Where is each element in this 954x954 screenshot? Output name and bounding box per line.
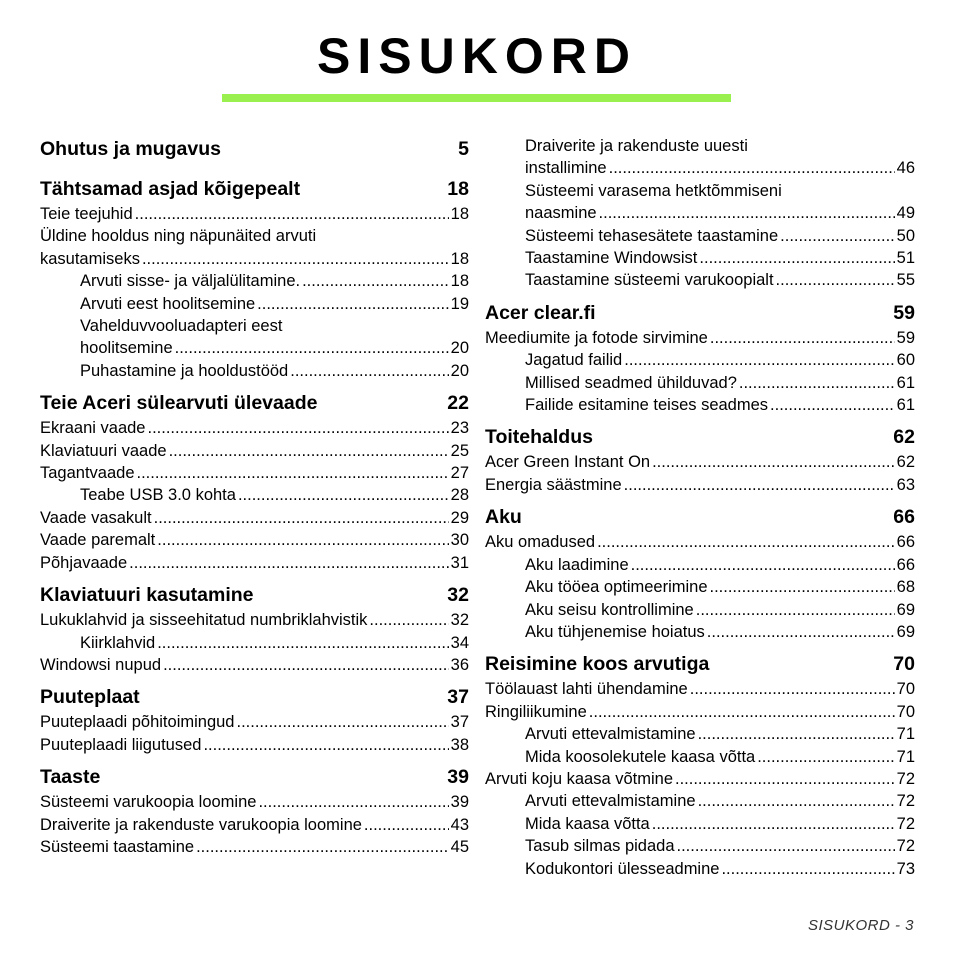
dot-leader bbox=[302, 270, 449, 292]
toc-section-taaste[interactable] bbox=[40, 765, 469, 789]
toc-section-aku[interactable] bbox=[485, 505, 915, 529]
dot-leader bbox=[163, 654, 449, 676]
dot-leader bbox=[677, 835, 895, 857]
dot-leader bbox=[169, 440, 449, 462]
entry-title: Ekraani vaade bbox=[40, 419, 146, 438]
toc-subentry[interactable] bbox=[485, 813, 915, 835]
entry-page: 19 bbox=[450, 294, 469, 313]
entry-title: Millised seadmed ühilduvad? bbox=[525, 373, 737, 392]
entry-page: 23 bbox=[450, 419, 469, 438]
toc-entry[interactable] bbox=[40, 711, 469, 733]
dot-leader bbox=[142, 248, 449, 270]
entry-title: Aku tööea optimeerimine bbox=[525, 578, 708, 597]
dot-leader bbox=[631, 554, 895, 576]
entry-title: Aku tühjenemise hoiatus bbox=[525, 622, 705, 641]
entry-title: Aku omadused bbox=[485, 533, 596, 552]
toc-entry[interactable] bbox=[40, 203, 469, 225]
entry-title-line1: Üldine hooldus ning näpunäited arvuti bbox=[40, 227, 317, 246]
section-title: Reisimine koos arvutiga bbox=[485, 653, 710, 676]
toc-section-reisimine[interactable] bbox=[485, 652, 915, 676]
entry-title: Ringiliikumine bbox=[485, 702, 587, 721]
entry-title: naasmine bbox=[525, 204, 597, 223]
toc-subentry[interactable] bbox=[485, 790, 915, 812]
entry-page: 34 bbox=[450, 633, 469, 652]
toc-subentry[interactable] bbox=[485, 349, 915, 371]
section-page: 70 bbox=[893, 653, 915, 676]
entry-page: 70 bbox=[896, 702, 915, 721]
section-title: Tähtsamad asjad kõigepealt bbox=[40, 178, 301, 200]
entry-title: Vaade vasakult bbox=[40, 508, 152, 527]
entry-page: 50 bbox=[896, 226, 915, 245]
dot-leader bbox=[739, 372, 895, 394]
entry-page: 30 bbox=[450, 531, 469, 550]
entry-title: Mida kaasa võtta bbox=[525, 814, 650, 833]
entry-page: 51 bbox=[896, 249, 915, 268]
toc-entry[interactable] bbox=[485, 451, 915, 473]
entry-page: 32 bbox=[450, 611, 469, 630]
section-page: 5 bbox=[458, 138, 469, 160]
entry-title: Puuteplaadi liigutused bbox=[40, 735, 202, 754]
entry-title: Taastamine Windowsist bbox=[525, 249, 698, 268]
entry-title-line1: Vahelduvvooluadapteri eest bbox=[80, 317, 283, 336]
entry-page: 31 bbox=[450, 553, 469, 572]
toc-entry[interactable] bbox=[40, 417, 469, 439]
page-footer: SISUKORD - 3 bbox=[807, 917, 914, 934]
dot-leader bbox=[369, 609, 448, 631]
entry-page: 72 bbox=[896, 769, 915, 788]
toc-entry[interactable] bbox=[485, 531, 915, 553]
section-title: Acer clear.fi bbox=[485, 301, 596, 324]
toc-section-tahtsamad[interactable] bbox=[40, 177, 469, 201]
entry-page: 72 bbox=[896, 814, 915, 833]
entry-page: 29 bbox=[450, 508, 469, 527]
entry-page: 69 bbox=[896, 622, 915, 641]
entry-title: Vaade paremalt bbox=[40, 531, 156, 550]
section-title: Aku bbox=[485, 506, 522, 529]
section-page: 39 bbox=[447, 766, 469, 789]
entry-page: 45 bbox=[450, 837, 469, 856]
entry-title: Teabe USB 3.0 kohta bbox=[80, 486, 236, 505]
entry-title: Lukuklahvid ja sisseehitatud numbriklahvistik bbox=[40, 611, 368, 630]
entry-page: 71 bbox=[896, 747, 915, 766]
entry-page: 37 bbox=[450, 713, 469, 732]
dot-leader bbox=[203, 734, 448, 756]
dot-leader bbox=[696, 599, 895, 621]
entry-page: 71 bbox=[896, 725, 915, 744]
toc-subentry[interactable] bbox=[485, 746, 915, 768]
dot-leader bbox=[690, 678, 895, 700]
entry-title: Põhjavaade bbox=[40, 553, 128, 572]
toc-subentry[interactable] bbox=[40, 360, 469, 382]
entry-title: Draiverite ja rakenduste varukoopia loomine bbox=[40, 815, 362, 834]
dot-leader bbox=[776, 269, 895, 291]
entry-title: Arvuti ettevalmistamine bbox=[525, 725, 696, 744]
dot-leader bbox=[589, 701, 895, 723]
entry-page: 61 bbox=[896, 373, 915, 392]
toc-entry[interactable] bbox=[485, 701, 915, 723]
toc-entry[interactable] bbox=[485, 474, 915, 496]
toc-subentry[interactable] bbox=[485, 858, 915, 880]
dot-leader bbox=[710, 576, 895, 598]
entry-page: 68 bbox=[896, 578, 915, 597]
entry-page: 36 bbox=[450, 655, 469, 674]
dot-leader bbox=[652, 451, 895, 473]
dot-leader bbox=[236, 711, 448, 733]
entry-title: Kodukontori ülesseadmine bbox=[525, 859, 720, 878]
toc-left-column bbox=[40, 137, 469, 858]
dot-leader bbox=[624, 349, 894, 371]
section-page: 62 bbox=[893, 426, 915, 449]
entry-title: Puuteplaadi põhitoimingud bbox=[40, 713, 235, 732]
toc-entry[interactable] bbox=[40, 529, 469, 551]
entry-title: kasutamiseks bbox=[40, 249, 140, 268]
toc-entry[interactable] bbox=[485, 768, 915, 790]
entry-page: 66 bbox=[896, 555, 915, 574]
toc-entry[interactable] bbox=[40, 836, 469, 858]
dot-leader bbox=[157, 529, 448, 551]
entry-title: Klaviatuuri vaade bbox=[40, 441, 167, 460]
toc-subentry[interactable] bbox=[40, 270, 469, 292]
toc-subentry[interactable] bbox=[485, 394, 915, 416]
entry-page: 70 bbox=[896, 680, 915, 699]
section-title: Klaviatuuri kasutamine bbox=[40, 584, 254, 607]
dot-leader bbox=[175, 337, 449, 359]
entry-title: Arvuti sisse- ja väljalülitamine. bbox=[80, 272, 301, 291]
entry-title: Meediumite ja fotode sirvimine bbox=[485, 328, 708, 347]
dot-leader bbox=[757, 746, 894, 768]
toc-subentry[interactable] bbox=[485, 621, 915, 643]
entry-page: 63 bbox=[896, 475, 915, 494]
toc-entry[interactable] bbox=[40, 734, 469, 756]
toc-subentry[interactable] bbox=[485, 723, 915, 745]
toc-section-clearfi[interactable] bbox=[485, 301, 915, 325]
entry-title: Tasub silmas pidada bbox=[525, 837, 675, 856]
entry-page: 69 bbox=[896, 600, 915, 619]
entry-page: 46 bbox=[896, 159, 915, 178]
toc-subentry[interactable] bbox=[40, 293, 469, 315]
dot-leader bbox=[770, 394, 895, 416]
dot-leader bbox=[135, 203, 449, 225]
dot-leader bbox=[698, 790, 895, 812]
entry-title: Puhastamine ja hooldustööd bbox=[80, 361, 289, 380]
toc-section-ulevaade[interactable] bbox=[40, 391, 469, 415]
section-title: Toitehaldus bbox=[485, 426, 593, 449]
toc-section-toitehaldus[interactable] bbox=[485, 425, 915, 449]
entry-page: 39 bbox=[450, 793, 469, 812]
toc-section-klaviatuur[interactable] bbox=[40, 583, 469, 607]
toc-subentry[interactable] bbox=[485, 554, 915, 576]
toc-subentry[interactable] bbox=[485, 576, 915, 598]
toc-subentry-wrapped[interactable] bbox=[485, 180, 915, 225]
dot-leader bbox=[780, 225, 894, 247]
dot-leader bbox=[290, 360, 448, 382]
entry-title: Acer Green Instant On bbox=[485, 453, 651, 472]
section-title: Taaste bbox=[40, 766, 101, 789]
dot-leader bbox=[698, 723, 895, 745]
entry-title-line1: Draiverite ja rakenduste uuesti bbox=[525, 137, 748, 155]
entry-page: 49 bbox=[896, 204, 915, 223]
entry-page: 18 bbox=[450, 249, 469, 268]
section-title: Teie Aceri sülearvuti ülevaade bbox=[40, 392, 318, 415]
entry-page: 18 bbox=[450, 205, 469, 223]
entry-title: Arvuti eest hoolitsemine bbox=[80, 294, 256, 313]
entry-title: Failide esitamine teises seadmes bbox=[525, 396, 769, 415]
dot-leader bbox=[157, 632, 448, 654]
entry-page: 62 bbox=[896, 453, 915, 472]
toc-entry[interactable] bbox=[40, 440, 469, 462]
entry-page: 60 bbox=[896, 351, 915, 370]
toc-subentry[interactable] bbox=[485, 372, 915, 394]
entry-page: 72 bbox=[896, 837, 915, 856]
entry-title-line1: Süsteemi varasema hetktõmmiseni bbox=[525, 181, 782, 200]
toc-entry[interactable] bbox=[40, 814, 469, 836]
entry-page: 66 bbox=[896, 533, 915, 552]
section-page: 18 bbox=[447, 178, 469, 200]
section-page: 22 bbox=[447, 392, 469, 415]
entry-title: Teie teejuhid bbox=[40, 205, 133, 223]
toc-entry-wrapped[interactable] bbox=[40, 225, 469, 270]
entry-title: hoolitsemine bbox=[80, 339, 173, 358]
dot-leader bbox=[148, 417, 449, 439]
toc-subentry[interactable] bbox=[485, 835, 915, 857]
entry-page: 72 bbox=[896, 792, 915, 811]
section-page: 59 bbox=[893, 301, 915, 324]
toc-entry[interactable] bbox=[485, 327, 915, 349]
dot-leader bbox=[238, 484, 449, 506]
dot-leader bbox=[721, 858, 894, 880]
toc-subentry[interactable] bbox=[40, 632, 469, 654]
entry-title: Jagatud failid bbox=[525, 351, 623, 370]
toc-section-ohutus[interactable] bbox=[40, 137, 469, 161]
entry-title: Süsteemi varukoopia loomine bbox=[40, 793, 257, 812]
toc-subentry[interactable] bbox=[485, 599, 915, 621]
toc-subentry[interactable] bbox=[485, 247, 915, 269]
dot-leader bbox=[154, 507, 449, 529]
section-title: Ohutus ja mugavus bbox=[40, 138, 221, 160]
page-title: SISUKORD bbox=[317, 28, 637, 84]
entry-title: Kiirklahvid bbox=[80, 633, 156, 652]
entry-title: Mida koosolekutele kaasa võtta bbox=[525, 747, 756, 766]
dot-leader bbox=[599, 202, 895, 224]
entry-page: 28 bbox=[450, 486, 469, 505]
entry-title: installimine bbox=[525, 159, 607, 178]
toc-subentry[interactable] bbox=[485, 225, 915, 247]
entry-page: 59 bbox=[896, 328, 915, 347]
entry-page: 43 bbox=[450, 815, 469, 834]
entry-page: 61 bbox=[896, 396, 915, 415]
entry-page: 55 bbox=[896, 271, 915, 290]
entry-page: 38 bbox=[450, 735, 469, 754]
section-page: 32 bbox=[447, 584, 469, 607]
toc-subentry[interactable] bbox=[485, 269, 915, 291]
toc-entry[interactable] bbox=[40, 462, 469, 484]
dot-leader bbox=[137, 462, 449, 484]
dot-leader bbox=[258, 791, 448, 813]
entry-title: Arvuti ettevalmistamine bbox=[525, 792, 696, 811]
title-underline bbox=[222, 94, 731, 102]
dot-leader bbox=[710, 327, 895, 349]
dot-leader bbox=[196, 836, 449, 858]
toc-subentry[interactable] bbox=[40, 484, 469, 506]
dot-leader bbox=[652, 813, 895, 835]
section-page: 66 bbox=[893, 506, 915, 529]
toc-entry[interactable] bbox=[485, 678, 915, 700]
section-title: Puuteplaat bbox=[40, 686, 140, 709]
entry-page: 20 bbox=[450, 339, 469, 358]
entry-title: Aku laadimine bbox=[525, 555, 629, 574]
toc-section-puuteplaat[interactable] bbox=[40, 685, 469, 709]
dot-leader bbox=[675, 768, 895, 790]
dot-leader bbox=[597, 531, 895, 553]
entry-page: 18 bbox=[450, 272, 469, 291]
toc-right-column bbox=[485, 135, 915, 880]
section-page: 37 bbox=[447, 686, 469, 709]
toc-entry[interactable] bbox=[40, 654, 469, 676]
entry-page: 20 bbox=[450, 361, 469, 380]
dot-leader bbox=[699, 247, 894, 269]
entry-title: Süsteemi taastamine bbox=[40, 837, 195, 856]
entry-title: Windowsi nupud bbox=[40, 655, 162, 674]
entry-page: 25 bbox=[450, 441, 469, 460]
dot-leader bbox=[364, 814, 449, 836]
dot-leader bbox=[257, 293, 448, 315]
dot-leader bbox=[129, 552, 448, 574]
toc-subentry-wrapped[interactable] bbox=[485, 135, 915, 180]
entry-title: Töölauast lahti ühendamine bbox=[485, 680, 688, 699]
dot-leader bbox=[609, 157, 895, 179]
dot-leader bbox=[624, 474, 895, 496]
entry-page: 27 bbox=[450, 464, 469, 483]
entry-title: Tagantvaade bbox=[40, 464, 135, 483]
entry-title: Energia säästmine bbox=[485, 475, 622, 494]
entry-title: Taastamine süsteemi varukoopialt bbox=[525, 271, 774, 290]
toc-entry[interactable] bbox=[40, 791, 469, 813]
toc-entry[interactable] bbox=[40, 507, 469, 529]
toc-entry[interactable] bbox=[40, 552, 469, 574]
entry-page: 73 bbox=[896, 859, 915, 878]
entry-title: Arvuti koju kaasa võtmine bbox=[485, 769, 674, 788]
entry-title: Süsteemi tehasesätete taastamine bbox=[525, 226, 779, 245]
dot-leader bbox=[707, 621, 895, 643]
toc-subentry-wrapped[interactable] bbox=[40, 315, 469, 360]
toc-entry[interactable] bbox=[40, 609, 469, 631]
entry-title: Aku seisu kontrollimine bbox=[525, 600, 694, 619]
